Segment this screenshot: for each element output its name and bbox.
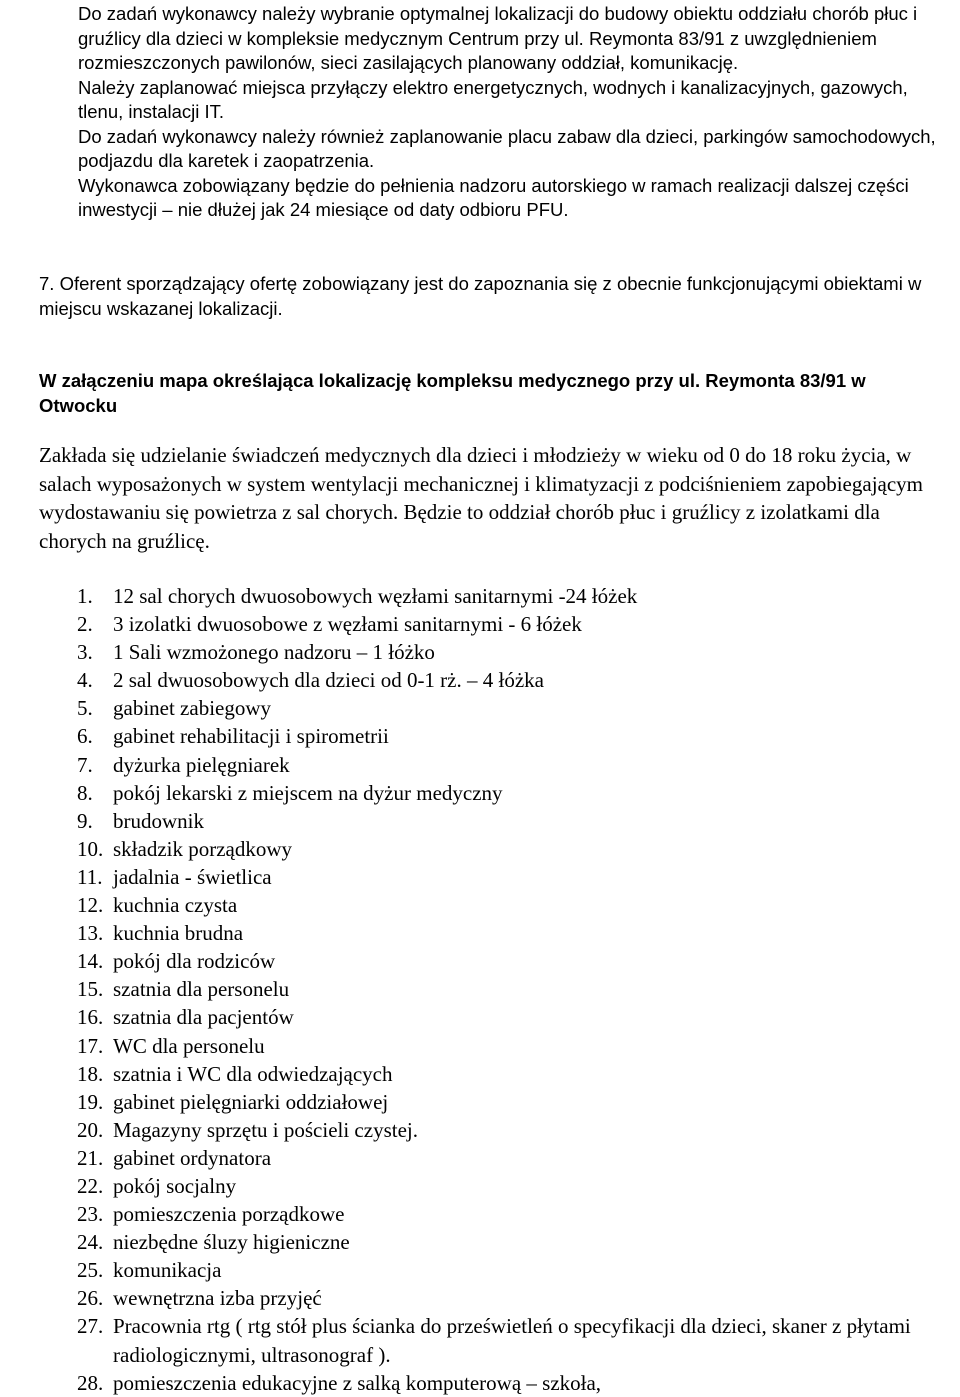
list-item-number: 8. (77, 780, 93, 805)
intro-paragraph: Wykonawca zobowiązany będzie do pełnienia nadzoru autorskiego w ramach realizacji dalszej części inwestycji – nie dłużej jak 24 miesiące od daty odbioru PFU. (78, 174, 909, 220)
list-item-text: jadalnia - świetlica (113, 864, 272, 889)
list-item-text: gabinet pielęgniarki oddziałowej (113, 1089, 389, 1114)
list-item-number: 23. (77, 1202, 104, 1227)
list-item (77, 1200, 957, 1228)
list-item-number: 16. (77, 1005, 104, 1030)
list-item-text: szatnia dla personelu (113, 977, 290, 1002)
list-item (77, 582, 957, 610)
list-item-text: Magazyny sprzętu i pościeli czystej. (113, 1117, 418, 1142)
list-item-text: 12 sal chorych dwuosobowych węzłami sanitarnymi -24 łóżek (113, 584, 638, 608)
list-item-number: 25. (77, 1258, 104, 1283)
list-item (77, 694, 957, 722)
list-item-number: 27. (77, 1314, 104, 1339)
list-item (77, 1003, 957, 1031)
list-item-text: szatnia dla pacjentów (113, 1005, 294, 1030)
list-item (77, 666, 957, 694)
list-item-number: 11. (77, 864, 103, 889)
list-item (77, 919, 957, 947)
list-item (77, 807, 957, 835)
list-item (77, 610, 957, 638)
list-item-number: 12. (77, 893, 104, 918)
list-item (77, 975, 957, 1003)
list-item-text: gabinet ordynatora (113, 1145, 272, 1170)
list-item-text: komunikacja (113, 1258, 222, 1283)
list-item (77, 1116, 957, 1144)
list-item-number: 21. (77, 1145, 104, 1170)
list-item (77, 1369, 957, 1397)
list-item-number: 19. (77, 1089, 104, 1114)
rooms-list (77, 582, 957, 1397)
list-item-text: niezbędne śluzy higieniczne (113, 1230, 350, 1255)
list-item-text: składzik porządkowy (113, 836, 293, 861)
map-heading: W załączeniu mapa określająca lokalizację kompleksu medycznego przy ul. Reymonta 83/91 w Otwocku (39, 370, 866, 416)
list-item (77, 1060, 957, 1088)
list-item-number: 5. (77, 696, 93, 721)
list-item-number: 6. (77, 724, 93, 749)
list-item (77, 1284, 957, 1312)
list-item-text: gabinet zabiegowy (113, 696, 272, 721)
list-item (77, 638, 957, 666)
list-item (77, 722, 957, 750)
list-item (77, 751, 957, 779)
rooms-ordered-list (77, 582, 957, 1397)
list-item-text: kuchnia brudna (113, 921, 244, 946)
list-item-text: pokój dla rodziców (113, 949, 276, 974)
list-item-number: 17. (77, 1033, 104, 1058)
ward-description: Zakłada się udzielanie świadczeń medycznych dla dzieci i młodzieży w wieku od 0 do 18 roku życia, w salach wyposażonych w system wentylacji mechanicznej i klimatyzacji z podciśnieniem zapobiegającym wydostawaniu się powietrza z sal chorych. Będzie to oddział chorób płuc i gruźlicy z izolatkami dla chorych na gruźlicę. (39, 443, 924, 553)
list-item-text: pokój lekarski z miejscem na dyżur medyczny (113, 780, 503, 805)
list-item (77, 1088, 957, 1116)
list-item-text: WC dla personelu (113, 1033, 265, 1058)
list-item-text: 1 Sali wzmożonego nadzoru – 1 łóżko (113, 640, 435, 665)
list-item-number: 22. (77, 1173, 104, 1198)
list-item-number: 2. (77, 612, 93, 637)
list-item-number: 15. (77, 977, 104, 1002)
intro-paragraph: Do zadań wykonawcy należy wybranie optymalnej lokalizacji do budowy obiektu oddziału chorób płuc i gruźlicy dla dzieci w kompleksie medycznym Centrum przy ul. Reymonta 83/91 z uwzględnieniem rozmieszczonych pawilonów, sieci zasilających planowany oddział, komunikację. (78, 3, 918, 73)
list-item (77, 1312, 957, 1368)
list-item-text: Pracownia rtg ( rtg stół plus ścianka do prześwietleń o specyfikacji dla dzieci, skaner z płytami radiologicznymi, ultrasonograf ). (113, 1314, 911, 1367)
list-item (77, 863, 957, 891)
list-item (77, 1032, 957, 1060)
list-item-number: 10. (77, 836, 104, 861)
list-item-text: wewnętrzna izba przyjęć (113, 1286, 322, 1311)
list-item-text: 2 sal dwuosobowych dla dzieci od 0-1 rż. – 4 łóżka (113, 668, 544, 693)
list-item (77, 1144, 957, 1172)
list-item (77, 891, 957, 919)
list-item-number: 1. (77, 584, 93, 608)
list-item (77, 947, 957, 975)
list-item-text: gabinet rehabilitacji i spirometrii (113, 724, 389, 749)
list-item-text: kuchnia czysta (113, 893, 238, 918)
list-item-text: 3 izolatki dwuosobowe z węzłami sanitarnymi - 6 łóżek (113, 612, 582, 637)
list-item-number: 4. (77, 668, 93, 693)
list-item-number: 18. (77, 1061, 104, 1086)
list-item (77, 1256, 957, 1284)
intro-section (78, 2, 948, 223)
point-7-text: Oferent sporządzający ofertę zobowiązany jest do zapoznania się z obecnie funkcjonującymi obiektami w miejscu wskazanej lokalizacji. (39, 273, 922, 319)
list-item-number: 3. (77, 640, 93, 665)
list-item-text: szatnia i WC dla odwiedzających (113, 1061, 393, 1086)
list-item-number: 14. (77, 949, 104, 974)
list-item-number: 7. (77, 752, 93, 777)
list-item-text: pokój socjalny (113, 1173, 237, 1198)
list-item (77, 779, 957, 807)
list-item-number: 20. (77, 1117, 104, 1142)
list-item-number: 26. (77, 1286, 104, 1311)
intro-paragraph: Należy zaplanować miejsca przyłączy elektro energetycznych, wodnych i kanalizacyjnych, gazowych, tlenu, instalacji IT. (78, 76, 908, 122)
list-item (77, 835, 957, 863)
list-item-text: dyżurka pielęgniarek (113, 752, 290, 777)
point-7 (39, 272, 951, 321)
list-item-text: pomieszczenia edukacyjne z salką komputerową – szkoła, (113, 1370, 602, 1395)
list-item-text: pomieszczenia porządkowe (113, 1202, 345, 1227)
list-item-number: 24. (77, 1230, 104, 1255)
list-item-text: brudownik (113, 808, 204, 833)
list-item-number: 13. (77, 921, 104, 946)
list-item-number: 9. (77, 808, 93, 833)
intro-paragraph: Do zadań wykonawcy należy również zaplanowanie placu zabaw dla dzieci, parkingów samochodowych, podjazdu dla karetek i zaopatrzenia. (78, 125, 936, 171)
list-item (77, 1228, 957, 1256)
point-7-number: 7. (39, 273, 55, 294)
list-item (77, 1172, 957, 1200)
list-item-number: 28. (77, 1370, 104, 1395)
